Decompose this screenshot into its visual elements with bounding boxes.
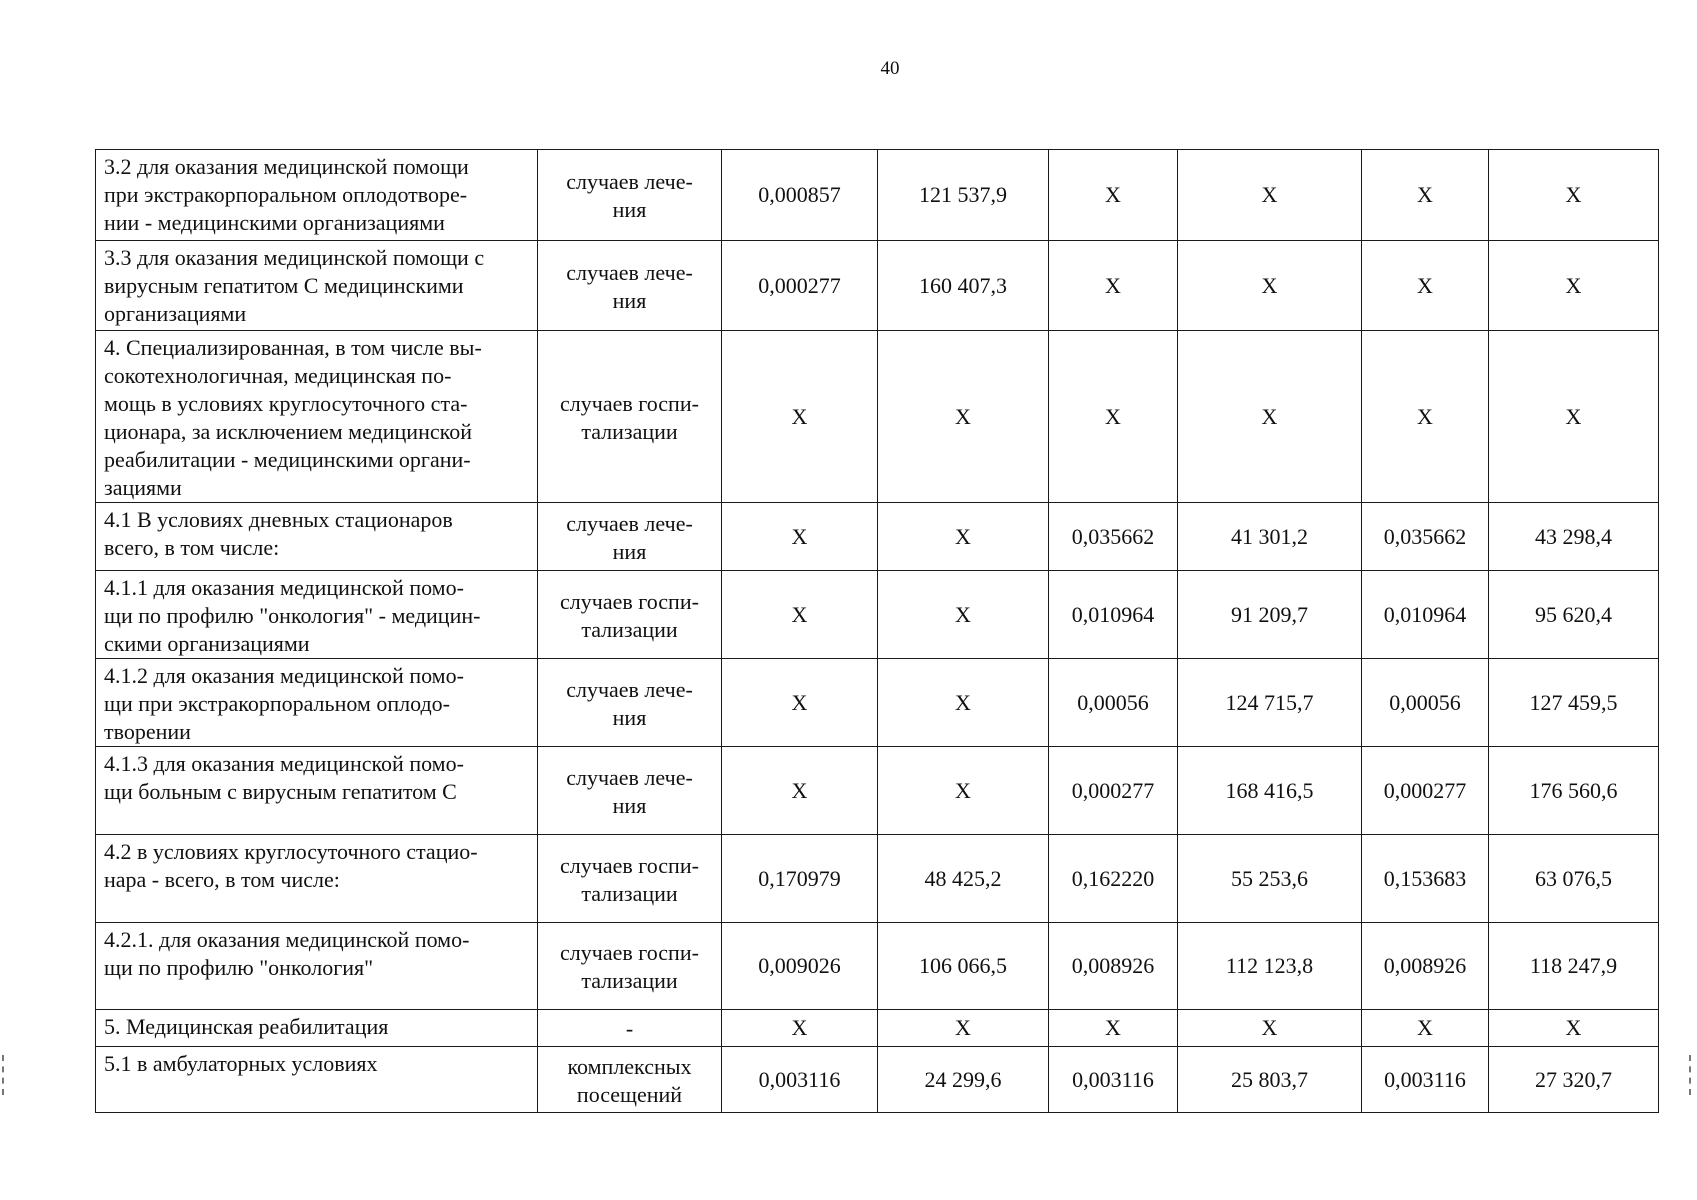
row-name-cell: 4. Специализированная, в том числе вы- сокотехнологичная, медицинская по- мощь в условиях круглосуточного ста- ционара, за исключением медицинской реабилитации - медицинскими органи- зациями — [96, 331, 538, 503]
value-cell: Х — [1178, 1010, 1362, 1047]
value-cell: Х — [878, 659, 1049, 747]
table-row — [96, 150, 1659, 241]
row-name-cell: 4.1 В условиях дневных стационаров всего, в том числе: — [96, 503, 538, 571]
value-cell: 121 537,9 — [878, 150, 1049, 241]
unit-cell: случаев лече- ния — [538, 747, 722, 835]
unit-cell: случаев госпи- тализации — [538, 923, 722, 1010]
row-name-cell: 5.1 в амбулаторных условиях — [96, 1047, 538, 1113]
unit-cell: случаев госпи- тализации — [538, 331, 722, 503]
page-number: 40 — [880, 58, 900, 79]
value-cell: 124 715,7 — [1178, 659, 1362, 747]
value-cell: 0,000277 — [722, 241, 878, 331]
value-cell: 160 407,3 — [878, 241, 1049, 331]
table-row — [96, 835, 1659, 923]
row-name-cell: 3.2 для оказания медицинской помощи при экстракорпоральном оплодотворе- нии - медицинскими организациями — [96, 150, 538, 241]
row-name-cell: 3.3 для оказания медицинской помощи с вирусным гепатитом С медицинскими организациями — [96, 241, 538, 331]
value-cell: 127 459,5 — [1489, 659, 1659, 747]
value-cell: 41 301,2 — [1178, 503, 1362, 571]
value-cell: 0,008926 — [1362, 923, 1489, 1010]
unit-cell: случаев лече- ния — [538, 241, 722, 331]
value-cell: 63 076,5 — [1489, 835, 1659, 923]
value-cell: 0,000277 — [1049, 747, 1178, 835]
row-name-cell: 5. Медицинская реабилитация — [96, 1010, 538, 1047]
value-cell: Х — [1049, 150, 1178, 241]
value-cell: 24 299,6 — [878, 1047, 1049, 1113]
table-row — [96, 503, 1659, 571]
table-row — [96, 1010, 1659, 1047]
unit-cell: случаев лече- ния — [538, 150, 722, 241]
value-cell: Х — [1362, 1010, 1489, 1047]
unit-cell: случаев госпи- тализации — [538, 571, 722, 659]
value-cell: Х — [1178, 241, 1362, 331]
value-cell: Х — [878, 503, 1049, 571]
value-cell: 0,009026 — [722, 923, 878, 1010]
value-cell: 0,00056 — [1049, 659, 1178, 747]
value-cell: Х — [1178, 150, 1362, 241]
margin-mark-right — [1689, 1055, 1694, 1095]
value-cell: Х — [1362, 150, 1489, 241]
value-cell: Х — [722, 747, 878, 835]
value-cell: 112 123,8 — [1178, 923, 1362, 1010]
unit-cell: случаев лече- ния — [538, 503, 722, 571]
value-cell: 0,162220 — [1049, 835, 1178, 923]
value-cell: 0,008926 — [1049, 923, 1178, 1010]
value-cell: 106 066,5 — [878, 923, 1049, 1010]
value-cell: Х — [1489, 1010, 1659, 1047]
value-cell: Х — [722, 503, 878, 571]
value-cell: 0,035662 — [1049, 503, 1178, 571]
value-cell: 0,010964 — [1049, 571, 1178, 659]
value-cell: 168 416,5 — [1178, 747, 1362, 835]
value-cell: Х — [878, 571, 1049, 659]
value-cell: 0,170979 — [722, 835, 878, 923]
value-cell: 0,000277 — [1362, 747, 1489, 835]
value-cell: 118 247,9 — [1489, 923, 1659, 1010]
table-row — [96, 747, 1659, 835]
row-name-cell: 4.1.3 для оказания медицинской помо- щи больным с вирусным гепатитом С — [96, 747, 538, 835]
value-cell: Х — [1049, 241, 1178, 331]
value-cell: Х — [878, 747, 1049, 835]
value-cell: Х — [1489, 331, 1659, 503]
table-container — [95, 149, 1659, 1113]
unit-cell: комплексных посещений — [538, 1047, 722, 1113]
value-cell: Х — [1362, 331, 1489, 503]
value-cell: 0,003116 — [1362, 1047, 1489, 1113]
value-cell: 43 298,4 — [1489, 503, 1659, 571]
value-cell: 0,000857 — [722, 150, 878, 241]
value-cell: 176 560,6 — [1489, 747, 1659, 835]
table-row — [96, 1047, 1659, 1113]
value-cell: Х — [722, 571, 878, 659]
value-cell: Х — [722, 331, 878, 503]
value-cell: Х — [1489, 150, 1659, 241]
value-cell: 0,003116 — [1049, 1047, 1178, 1113]
value-cell: 25 803,7 — [1178, 1047, 1362, 1113]
table-row — [96, 923, 1659, 1010]
value-cell: Х — [1049, 1010, 1178, 1047]
value-cell: Х — [722, 659, 878, 747]
value-cell: 0,003116 — [722, 1047, 878, 1113]
margin-mark-left — [2, 1055, 7, 1095]
value-cell: 95 620,4 — [1489, 571, 1659, 659]
unit-cell: случаев лече- ния — [538, 659, 722, 747]
value-cell: Х — [1362, 241, 1489, 331]
row-name-cell: 4.1.2 для оказания медицинской помо- щи при экстракорпоральном оплодо- творении — [96, 659, 538, 747]
row-name-cell: 4.1.1 для оказания медицинской помо- щи по профилю "онкология" - медицин- скими организациями — [96, 571, 538, 659]
value-cell: Х — [1489, 241, 1659, 331]
value-cell: 0,153683 — [1362, 835, 1489, 923]
unit-cell: случаев госпи- тализации — [538, 835, 722, 923]
value-cell: 27 320,7 — [1489, 1047, 1659, 1113]
value-cell: 0,010964 — [1362, 571, 1489, 659]
value-cell: 55 253,6 — [1178, 835, 1362, 923]
value-cell: Х — [1178, 331, 1362, 503]
table-row — [96, 241, 1659, 331]
value-cell: 48 425,2 — [878, 835, 1049, 923]
value-cell: 0,00056 — [1362, 659, 1489, 747]
table-row — [96, 331, 1659, 503]
table-row — [96, 659, 1659, 747]
value-cell: 0,035662 — [1362, 503, 1489, 571]
value-cell: Х — [878, 1010, 1049, 1047]
table-row — [96, 571, 1659, 659]
unit-cell: - — [538, 1010, 722, 1047]
row-name-cell: 4.2 в условиях круглосуточного стацио- нара - всего, в том числе: — [96, 835, 538, 923]
value-cell: 91 209,7 — [1178, 571, 1362, 659]
norms-table — [95, 149, 1659, 1113]
row-name-cell: 4.2.1. для оказания медицинской помо- щи по профилю "онкология" — [96, 923, 538, 1010]
value-cell: Х — [878, 331, 1049, 503]
value-cell: Х — [722, 1010, 878, 1047]
value-cell: Х — [1049, 331, 1178, 503]
